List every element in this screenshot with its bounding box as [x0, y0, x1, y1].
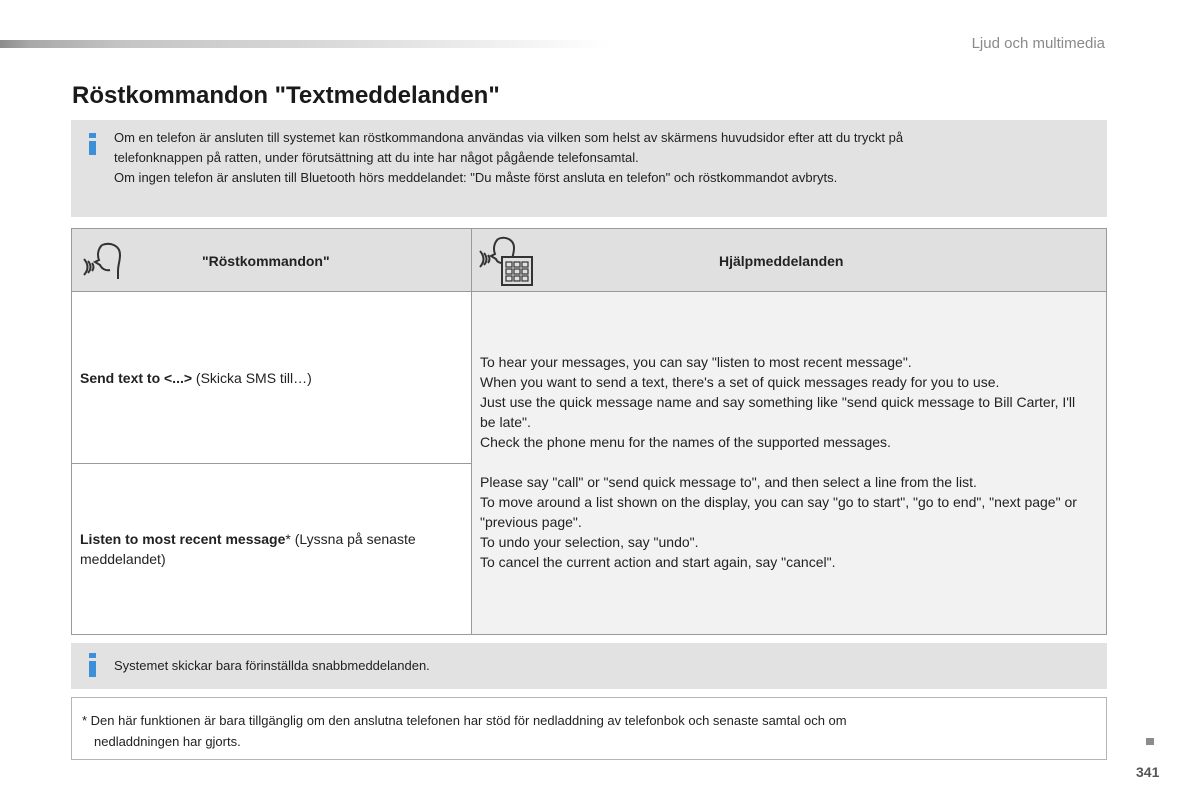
help-messages-text — [480, 352, 1080, 572]
table-header-right — [472, 229, 1106, 292]
help-line-4: Check the phone menu for the names of the supported messages. — [480, 434, 891, 450]
help-line-5: Please say "call" or "send quick message to", and then select a line from the list. — [480, 474, 977, 490]
voice-command-icon — [80, 241, 124, 281]
footnote-text — [82, 710, 847, 752]
footnote-box — [71, 697, 1107, 760]
header-gradient-bar — [0, 40, 610, 48]
help-line-6: To move around a list shown on the display, you can say "go to start", "go to end", "next page" or "previous page". — [480, 494, 1077, 530]
voice-help-icon — [478, 235, 536, 287]
command-listen-translation: (Lyssna på senaste meddelandet) — [80, 531, 416, 567]
command-send-text — [80, 368, 312, 388]
page-title: Röstkommandon "Textmeddelanden" — [72, 82, 500, 109]
note-box — [71, 643, 1107, 689]
table-header-commands: "Röstkommandon" — [202, 253, 330, 269]
command-cell-send-text — [72, 292, 472, 464]
voice-command-table — [71, 228, 1107, 635]
command-listen — [80, 529, 460, 569]
info-icon — [89, 133, 96, 155]
info-icon — [89, 653, 96, 677]
table-header-left — [72, 229, 472, 292]
command-send-text-translation: (Skicka SMS till…) — [192, 370, 312, 386]
help-line-8: To cancel the current action and start again, say "cancel". — [480, 554, 836, 570]
command-cell-listen — [72, 464, 472, 634]
info-line-1: Om en telefon är ansluten till systemet kan röstkommandona användas via vilken som helst av skärmens huvudsidor efter att du tryckt på — [114, 130, 904, 145]
page-number: 341 — [1136, 764, 1160, 780]
table-header-help: Hjälpmeddelanden — [719, 253, 844, 269]
note-text: Systemet skickar bara förinställda snabbmeddelanden. — [114, 658, 430, 673]
help-line-2: When you want to send a text, there's a set of quick messages ready for you to use. — [480, 374, 1000, 390]
section-title: Ljud och multimedia — [971, 35, 1105, 52]
help-line-3: Just use the quick message name and say something like "send quick message to Bill Carter, I'll be late". — [480, 394, 1076, 430]
command-listen-label: Listen to most recent message — [80, 531, 286, 547]
info-box — [71, 120, 1107, 217]
info-text — [114, 128, 903, 188]
help-line-1: To hear your messages, you can say "listen to most recent message". — [480, 354, 912, 370]
info-line-2: telefonknappen på ratten, under förutsättning att du inte har något pågående telefonsamtal. — [114, 150, 639, 165]
command-send-text-label: Send text to <...> — [80, 370, 193, 386]
help-messages-cell — [472, 292, 1106, 634]
footnote-line-2: nedladdningen har gjorts. — [94, 734, 241, 749]
info-line-3: Om ingen telefon är ansluten till Bluetooth hörs meddelandet: "Du måste först ansluta en telefon" och röstkommandot avbryts. — [114, 170, 838, 185]
command-listen-asterisk: * — [285, 531, 291, 547]
footnote-line-1: * Den här funktionen är bara tillgänglig om den anslutna telefonen har stöd för nedladdning av telefonbok och senaste samtal och om — [82, 713, 847, 728]
page-marker — [1146, 738, 1154, 745]
help-line-7: To undo your selection, say "undo". — [480, 534, 699, 550]
